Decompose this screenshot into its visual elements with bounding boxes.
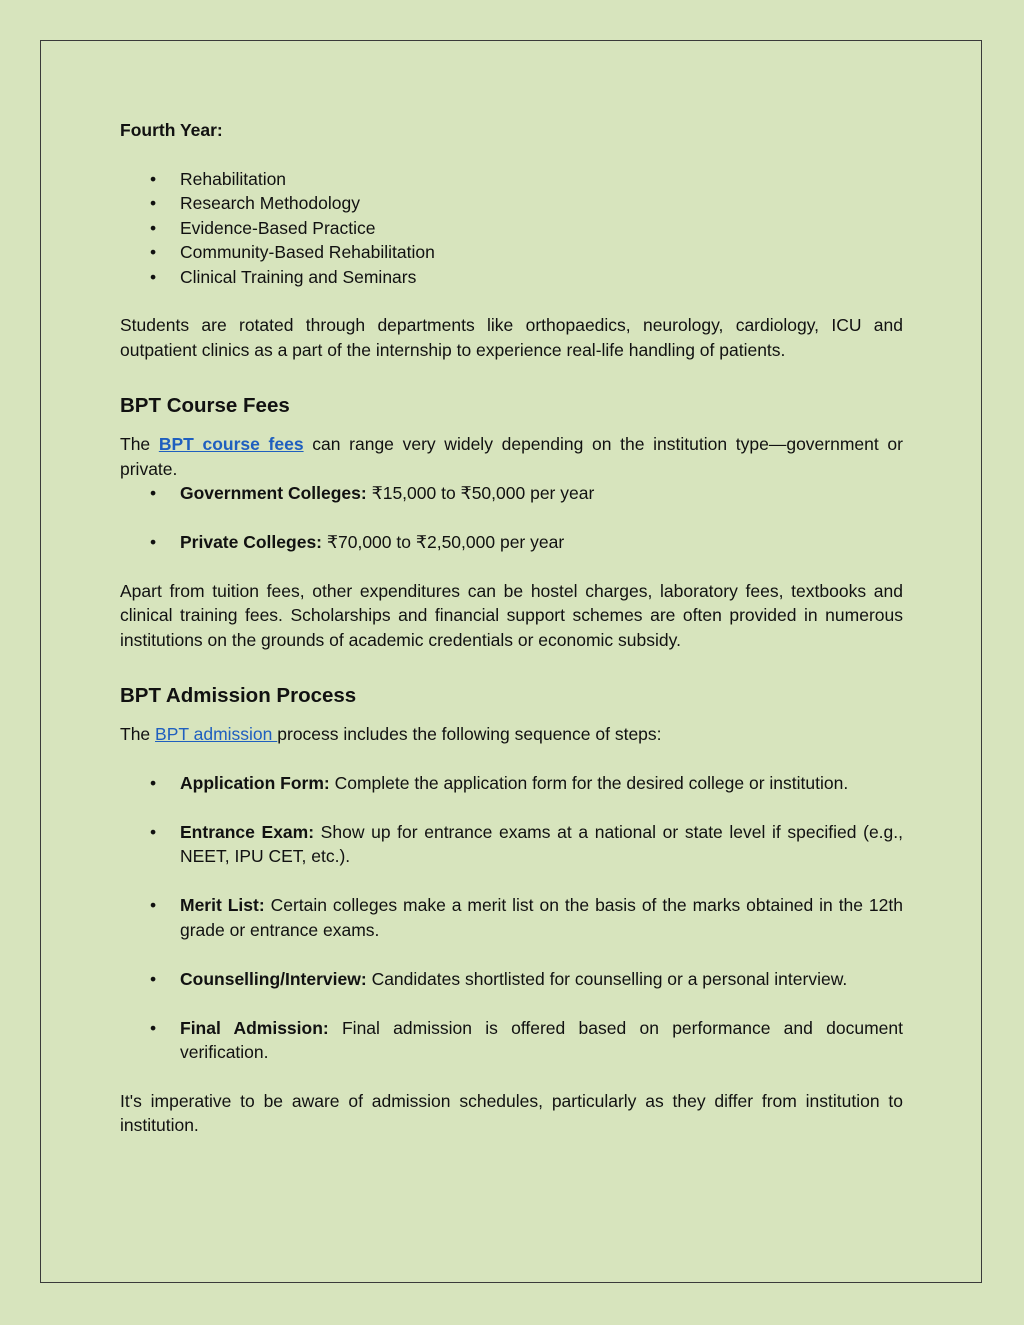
admission-intro [120, 722, 903, 747]
fees-extra-paragraph: Apart from tuition fees, other expenditures can be hostel charges, laboratory fees, textbooks and clinical training fees. Scholarships and financial support schemes are often provided in numerous institutions on the grounds of academic credentials or economic subsidy. [120, 580, 903, 650]
admission-intro-prefix: The [120, 724, 156, 744]
list-item: • Evidence-Based Practice [120, 216, 903, 241]
list-item [120, 967, 903, 992]
list-item: • Clinical Training and Seminars [120, 265, 903, 290]
internship-paragraph: Students are rotated through departments like orthopaedics, neurology, cardiology, ICU and outpatient clinics as a part of the internship to experience real-life handling of patients. [120, 315, 903, 360]
fourth-year-heading: Fourth Year: [120, 120, 223, 140]
step-label: Merit List: [180, 895, 265, 915]
admission-intro-suffix: process includes the following sequence of steps: [277, 724, 662, 744]
step-text: Complete the application form for the desired college or institution. [329, 772, 849, 793]
list-item: • Rehabilitation [120, 167, 903, 192]
fees-intro [120, 432, 903, 481]
admission-steps [120, 771, 903, 1065]
fourth-year-subjects [120, 167, 903, 290]
list-item [120, 530, 903, 555]
fee-label: Government Colleges: [180, 483, 367, 503]
bpt-admission-link[interactable]: BPT admission [155, 724, 278, 744]
list-item [120, 771, 903, 796]
step-text: Candidates shortlisted for counselling or a personal interview. [366, 968, 848, 989]
list-item: • Community-Based Rehabilitation [120, 240, 903, 265]
step-text: Certain colleges make a merit list on the basis of the marks obtained in the 12th grade or entrance exams. [180, 895, 903, 940]
step-label: Entrance Exam: [180, 821, 315, 842]
step-label: Final Admission: [180, 1017, 329, 1038]
admission-closing-paragraph: It's imperative to be aware of admission schedules, particularly as they differ from institution to institution. [120, 1090, 903, 1135]
step-label: Counselling/Interview: [180, 968, 367, 989]
list-item [120, 481, 903, 506]
fees-list [120, 481, 903, 555]
fee-label: Private Colleges: [180, 532, 322, 552]
step-label: Application Form: [180, 772, 330, 793]
bpt-course-fees-link[interactable]: BPT course fees [158, 434, 304, 454]
document-content [120, 118, 903, 1138]
step-text: Show up for entrance exams at a national or state level if specified (e.g., NEET, IPU CET, etc.). [180, 821, 903, 866]
fees-intro-prefix: The [120, 434, 159, 454]
list-item [120, 820, 903, 869]
fees-intro-suffix: can range very widely depending on the institution type—government or private. [120, 434, 903, 479]
list-item [120, 893, 903, 942]
admission-heading: BPT Admission Process [120, 684, 357, 707]
fee-value: ₹70,000 to ₹2,50,000 per year [322, 532, 565, 552]
list-item [120, 1016, 903, 1065]
list-item: • Research Methodology [120, 191, 903, 216]
step-text: Final admission is offered based on performance and document verification. [180, 1017, 903, 1062]
fees-heading: BPT Course Fees [120, 394, 290, 417]
fee-value: ₹15,000 to ₹50,000 per year [366, 483, 595, 503]
